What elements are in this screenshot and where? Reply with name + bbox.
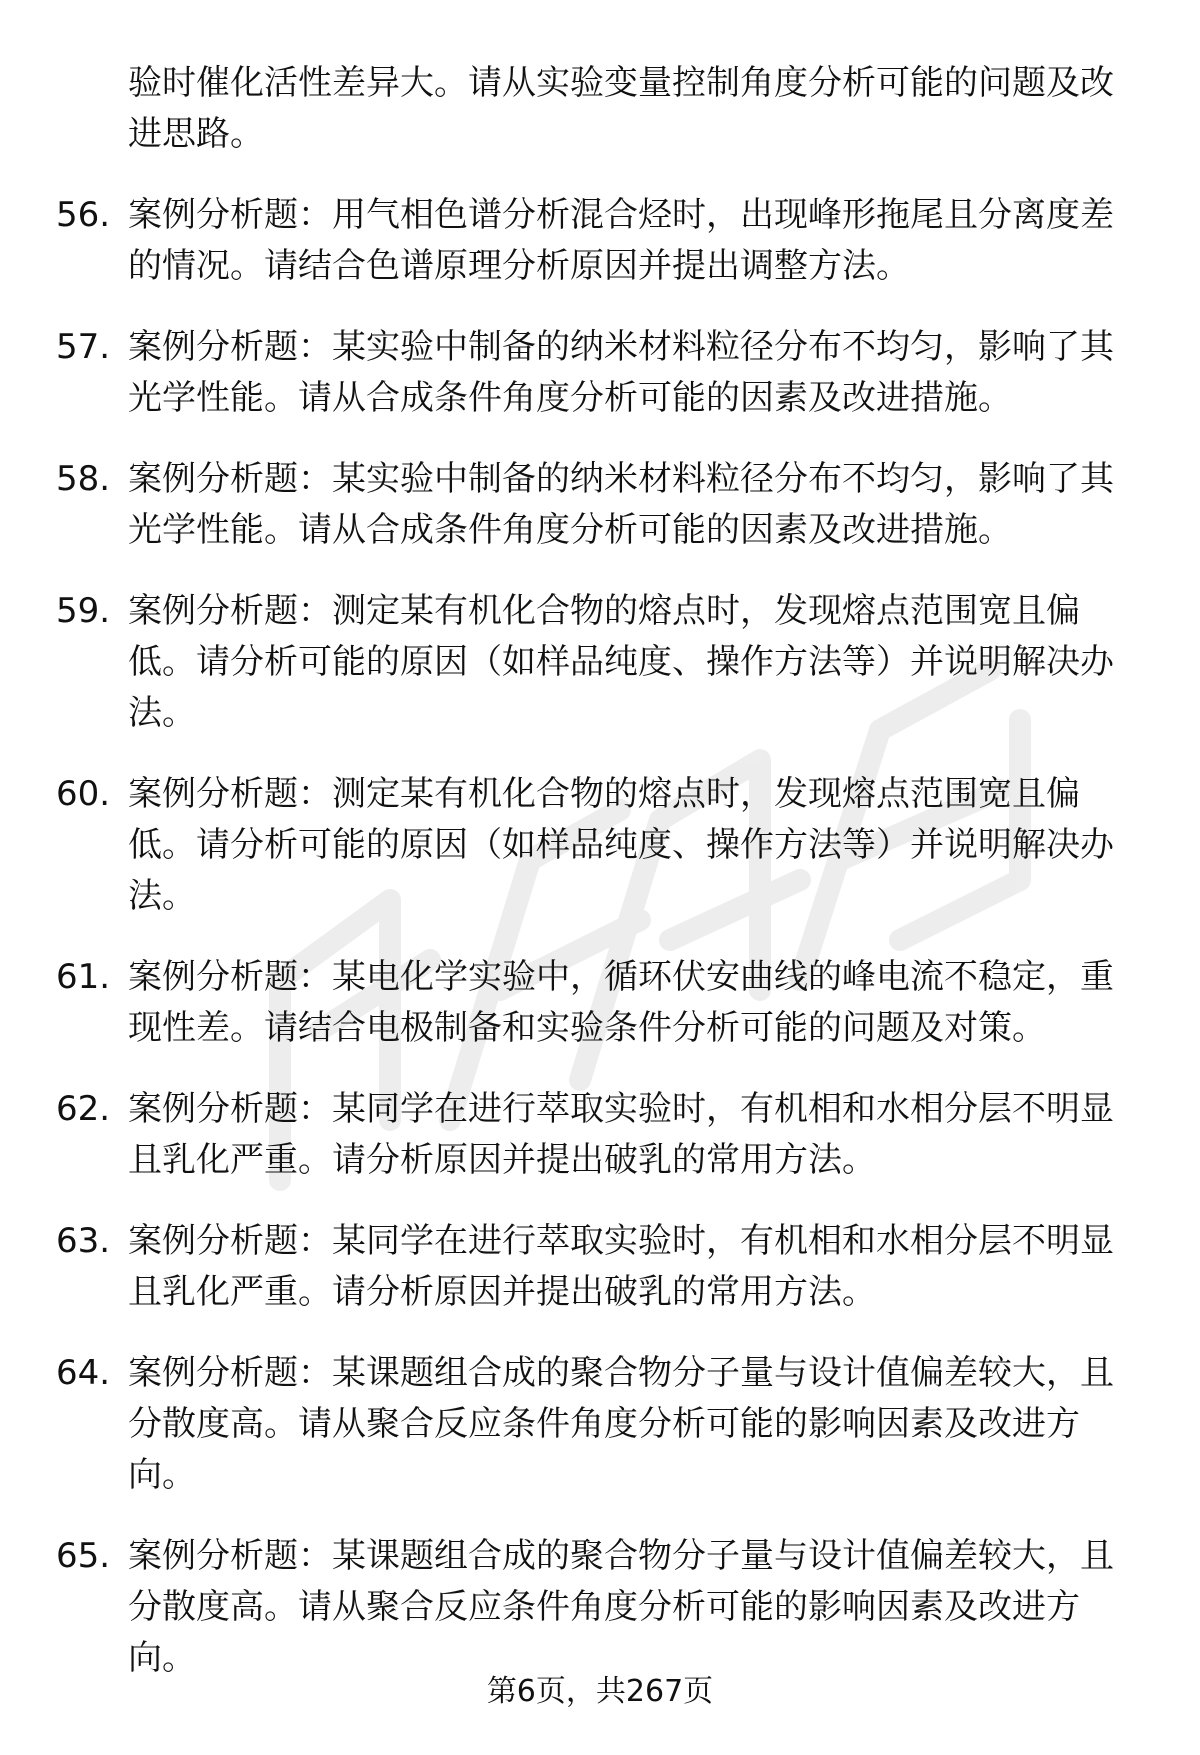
question-text: 案例分析题：某实验中制备的纳米材料粒径分布不均匀，影响了其光学性能。请从合成条件角度分析可能的因素及改进措施。 (128, 459, 1114, 550)
question-number: 61. (56, 957, 111, 997)
question-number: 59. (56, 591, 111, 631)
page-footer: 第6页，共267页 (486, 1674, 714, 1709)
question-text: 案例分析题：测定某有机化合物的熔点时，发现熔点范围宽且偏低。请分析可能的原因（如样品纯度、操作方法等）并说明解决办法。 (128, 591, 1114, 733)
question-number: 64. (56, 1353, 111, 1393)
question-item (56, 190, 1146, 292)
question-text: 案例分析题：某实验中制备的纳米材料粒径分布不均匀，影响了其光学性能。请从合成条件角度分析可能的因素及改进措施。 (128, 327, 1114, 418)
question-text: 案例分析题：某课题组合成的聚合物分子量与设计值偏差较大，且分散度高。请从聚合反应条件角度分析可能的影响因素及改进方向。 (128, 1353, 1114, 1495)
question-item (56, 586, 1146, 739)
question-text: 案例分析题：某电化学实验中，循环伏安曲线的峰电流不稳定，重现性差。请结合电极制备和实验条件分析可能的问题及对策。 (128, 957, 1114, 1048)
question-item (56, 454, 1146, 556)
question-item (56, 322, 1146, 424)
question-item (56, 1084, 1146, 1186)
question-continuation-text: 验时催化活性差异大。请从实验变量控制角度分析可能的问题及改进思路。 (128, 63, 1114, 154)
question-number: 56. (56, 195, 111, 235)
question-list (56, 58, 1146, 1714)
question-text: 案例分析题：某课题组合成的聚合物分子量与设计值偏差较大，且分散度高。请从聚合反应条件角度分析可能的影响因素及改进方向。 (128, 1536, 1114, 1678)
question-number: 65. (56, 1536, 111, 1576)
question-number: 57. (56, 327, 111, 367)
question-text: 案例分析题：用气相色谱分析混合烃时，出现峰形拖尾且分离度差的情况。请结合色谱原理分析原因并提出调整方法。 (128, 195, 1114, 286)
question-text: 案例分析题：测定某有机化合物的熔点时，发现熔点范围宽且偏低。请分析可能的原因（如样品纯度、操作方法等）并说明解决办法。 (128, 774, 1114, 916)
question-item (56, 1348, 1146, 1501)
question-number: 58. (56, 459, 111, 499)
question-item (56, 1531, 1146, 1684)
question-item (56, 1216, 1146, 1318)
question-text: 案例分析题：某同学在进行萃取实验时，有机相和水相分层不明显且乳化严重。请分析原因并提出破乳的常用方法。 (128, 1089, 1114, 1180)
question-number: 62. (56, 1089, 111, 1129)
question-number: 60. (56, 774, 111, 814)
question-item (56, 952, 1146, 1054)
question-text: 案例分析题：某同学在进行萃取实验时，有机相和水相分层不明显且乳化严重。请分析原因并提出破乳的常用方法。 (128, 1221, 1114, 1312)
question-number: 63. (56, 1221, 111, 1261)
question-item (56, 769, 1146, 922)
